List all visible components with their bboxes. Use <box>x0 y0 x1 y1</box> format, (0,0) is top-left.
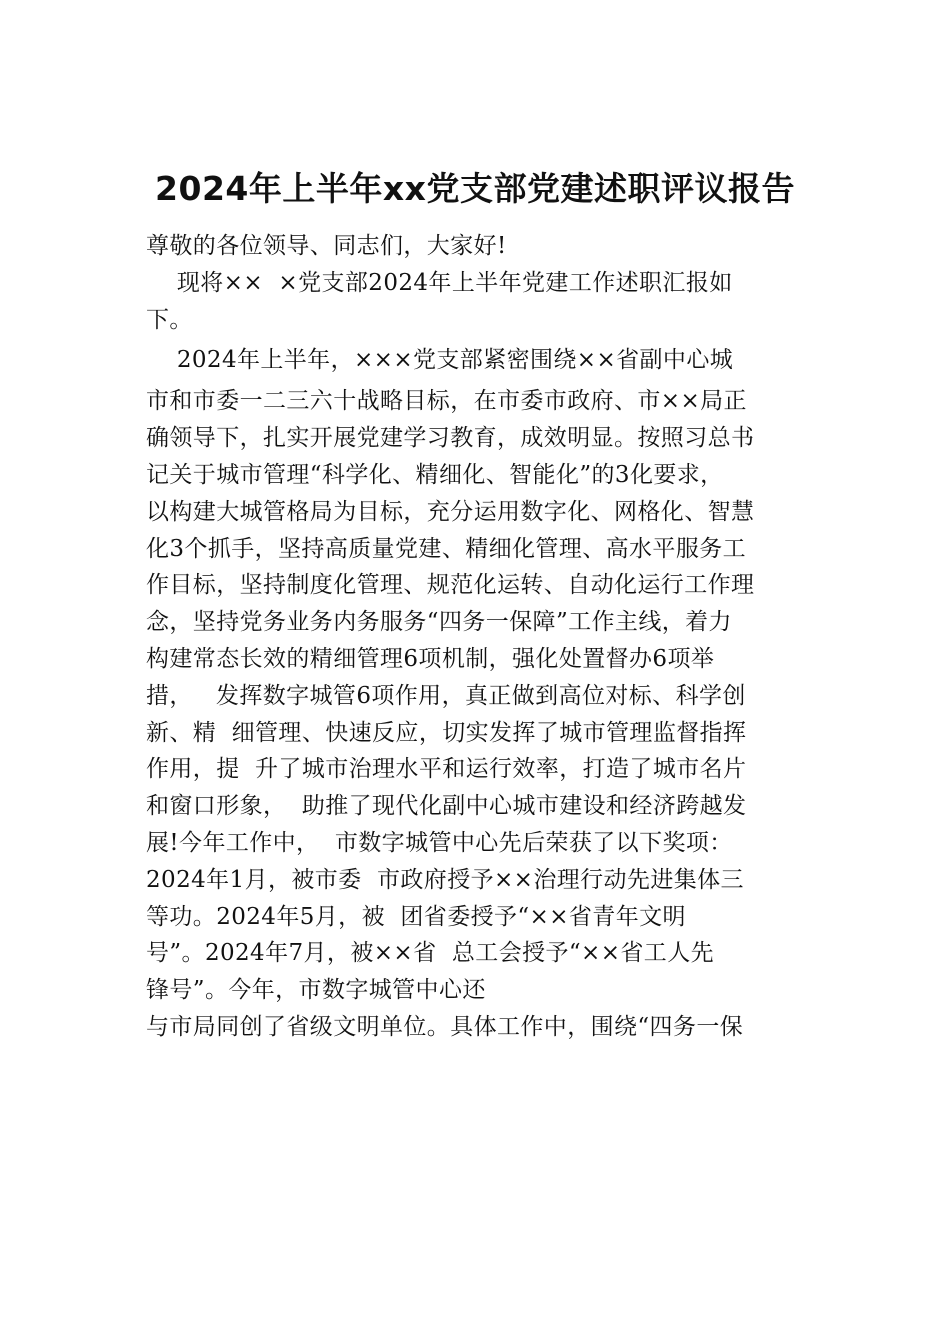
body-line: 2024年上半年，×××党支部紧密围绕××省副中心城 <box>146 347 734 374</box>
body-line: 念，坚持党务业务内务服务“四务一保障”工作主线，着力 <box>146 609 732 636</box>
body-line: 新、精 细管理、快速反应，切实发挥了城市管理监督指挥 <box>146 719 747 746</box>
body-line: 和窗口形象， 助推了现代化副中心城市建设和经济跨越发 <box>146 793 747 820</box>
body-line: 作目标，坚持制度化管理、规范化运转、自动化运行工作理 <box>146 572 755 599</box>
body-line: 与市局同创了省级文明单位。具体工作中，围绕“四务一保 <box>146 1013 744 1040</box>
body-line: 作用，提 升了城市治理水平和运行效率，打造了城市名片 <box>146 756 747 783</box>
document-body <box>146 228 836 1046</box>
body-line: 措， 发挥数字城管6项作用，真正做到高位对标、科学创 <box>146 682 746 709</box>
body-line: 尊敬的各位领导、同志们，大家好! <box>146 233 507 259</box>
body-line: 锋号”。今年，市数字城管中心还 <box>146 977 486 1004</box>
body-line: 等功。2024年5月，被 团省委授予“××省青年文明 <box>146 903 686 930</box>
body-line: 展!今年工作中， 市数字城管中心先后荣获了以下奖项： <box>146 829 733 856</box>
document-title: 2024年上半年xx党支部党建述职评议报告 <box>155 169 795 208</box>
body-line: 构建常态长效的精细管理6项机制，强化处置督办6项举 <box>146 645 715 672</box>
body-line: 以构建大城管格局为目标，充分运用数字化、网格化、智慧 <box>146 498 755 525</box>
body-line: 现将×× ×党支部2024年上半年党建工作述职汇报如 <box>146 269 733 296</box>
body-line: 2024年1月，被市委 市政府授予××治理行动先进集体三 <box>146 866 744 893</box>
body-line: 市和市委一二三六十战略目标，在市委市政府、市××局正 <box>146 388 747 415</box>
body-line: 记关于城市管理“科学化、精细化、智能化”的3化要求， <box>146 461 724 488</box>
body-line: 确领导下，扎实开展党建学习教育，成效明显。按照习总书 <box>146 425 755 452</box>
body-line: 化3个抓手，坚持高质量党建、精细化管理、高水平服务工 <box>146 535 747 562</box>
body-line: 下。 <box>146 306 193 333</box>
body-line: 号”。2024年7月，被××省 总工会授予“××省工人先 <box>146 940 714 967</box>
